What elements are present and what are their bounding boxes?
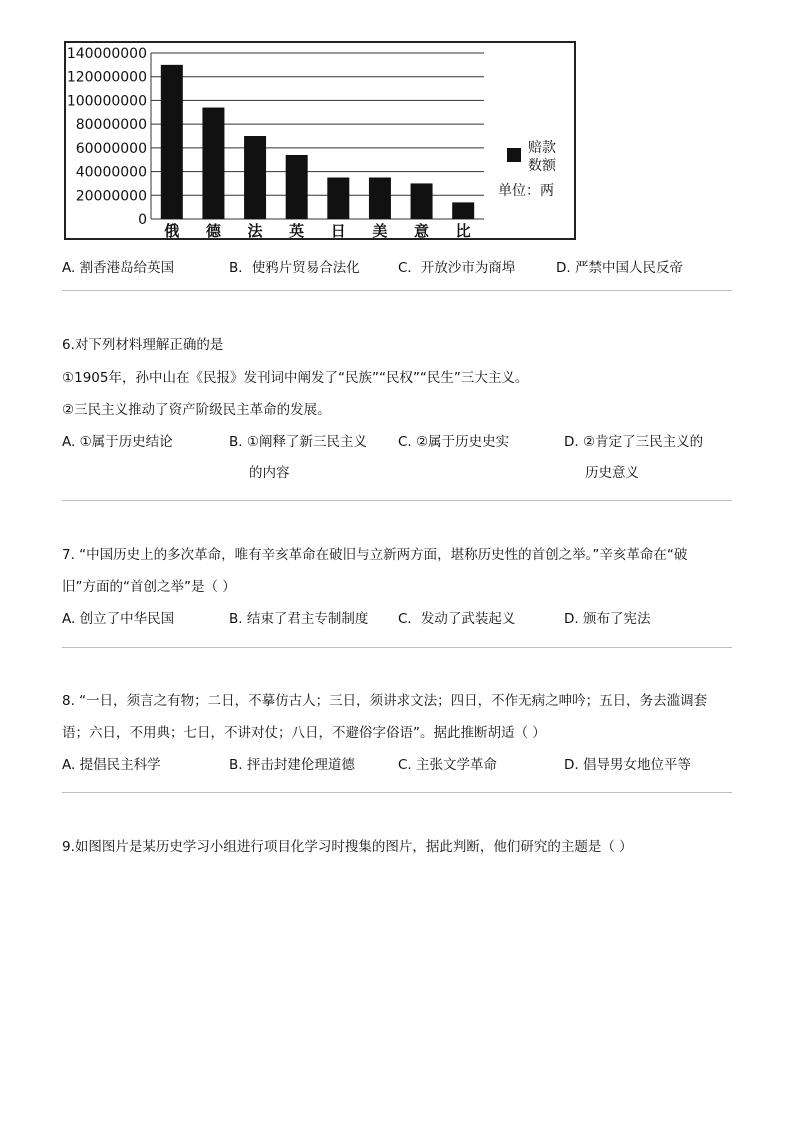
bar [411,183,433,219]
q7-option-a[interactable]: A. 创立了中华民国 [62,611,175,627]
bar [244,136,266,219]
bar [286,155,308,219]
x-category-label: 美 [372,222,388,238]
x-category-label: 法 [247,222,263,238]
q8-option-b[interactable]: B. 抨击封建伦理道德 [229,757,355,773]
q6-material-2: ②三民主义推动了资产阶级民主革命的发展。 [62,402,331,418]
q6-stem: 6.对下列材料理解正确的是 [62,337,224,353]
y-tick-label: 140000000 [66,46,147,62]
q6-option-b-cont: 的内容 [249,465,290,481]
q8-option-a[interactable]: A. 提倡民主科学 [62,757,161,773]
divider [62,290,732,291]
divider [62,500,732,501]
y-tick-label: 80000000 [75,117,147,134]
q6-option-b[interactable]: B. ①阐释了新三民主义 [229,434,367,450]
q9-stem: 9.如图图片是某历史学习小组进行项目化学习时搜集的图片，据此判断，他们研究的主题是（ ） [62,839,633,855]
reparations-bar-chart [66,43,574,238]
q7-option-c[interactable]: C．发动了武装起义 [398,611,516,627]
bar [327,178,349,220]
q6-option-c[interactable]: C. ②属于历史史实 [398,434,510,450]
q7-option-b[interactable]: B. 结束了君主专制制度 [229,611,369,627]
legend-label-line1: 赔款 [528,140,556,156]
legend-swatch [507,148,521,162]
bar [369,178,391,220]
x-category-label: 英 [289,222,305,238]
y-tick-label: 100000000 [66,93,147,110]
y-tick-label: 120000000 [66,69,147,86]
y-tick-label: 20000000 [75,188,147,205]
q7-stem-line2: 旧”方面的“首创之举”是（ ） [62,579,236,595]
divider [62,647,732,648]
q6-material-1: ①1905年，孙中山在《民报》发刊词中阐发了“民族”“民权”“民生”三大主义。 [62,370,529,386]
q5-option-c[interactable]: C．开放沙市为商埠 [398,260,516,276]
bar [202,108,224,219]
q5-option-a[interactable]: A. 割香港岛给英国 [62,260,175,276]
q7-option-d[interactable]: D. 颁布了宪法 [564,611,651,627]
q8-option-c[interactable]: C. 主张文学革命 [398,757,498,773]
y-tick-label: 60000000 [75,140,147,157]
q6-option-d-cont: 历史意义 [585,465,639,481]
legend-label-line2: 数额 [528,158,556,174]
unit-label: 单位：两 [498,183,554,199]
q8-option-d[interactable]: D. 倡导男女地位平等 [564,757,691,773]
y-tick-label: 0 [138,212,147,228]
x-category-label: 比 [455,222,471,238]
q8-stem-line2: 语；六日，不用典；七日，不讲对仗；八日，不避俗字俗语”。据此推断胡适（ ） [62,725,546,741]
q5-option-b[interactable]: B．使鸦片贸易合法化 [229,260,360,276]
bar [161,65,183,219]
x-category-label: 日 [330,222,346,238]
bar [452,202,474,219]
x-category-label: 意 [414,222,430,238]
q6-option-a[interactable]: A. ①属于历史结论 [62,434,173,450]
q6-option-d[interactable]: D. ②肯定了三民主义的 [564,434,704,450]
q7-stem-line1: 7. “中国历史上的多次革命，唯有辛亥革命在破旧与立新两方面，堪称历史性的首创之举。”辛亥革命在“破 [62,547,688,563]
x-category-label: 俄 [164,222,180,238]
divider [62,792,732,793]
q8-stem-line1: 8. “一日，须言之有物；二日，不摹仿古人；三日，须讲求文法；四日，不作无病之呻吟；五日，务去滥调套 [62,693,708,709]
x-category-label: 德 [205,222,221,238]
y-tick-label: 40000000 [75,164,147,181]
reparations-chart [64,41,576,240]
q5-option-d[interactable]: D. 严禁中国人民反帝 [556,260,683,276]
